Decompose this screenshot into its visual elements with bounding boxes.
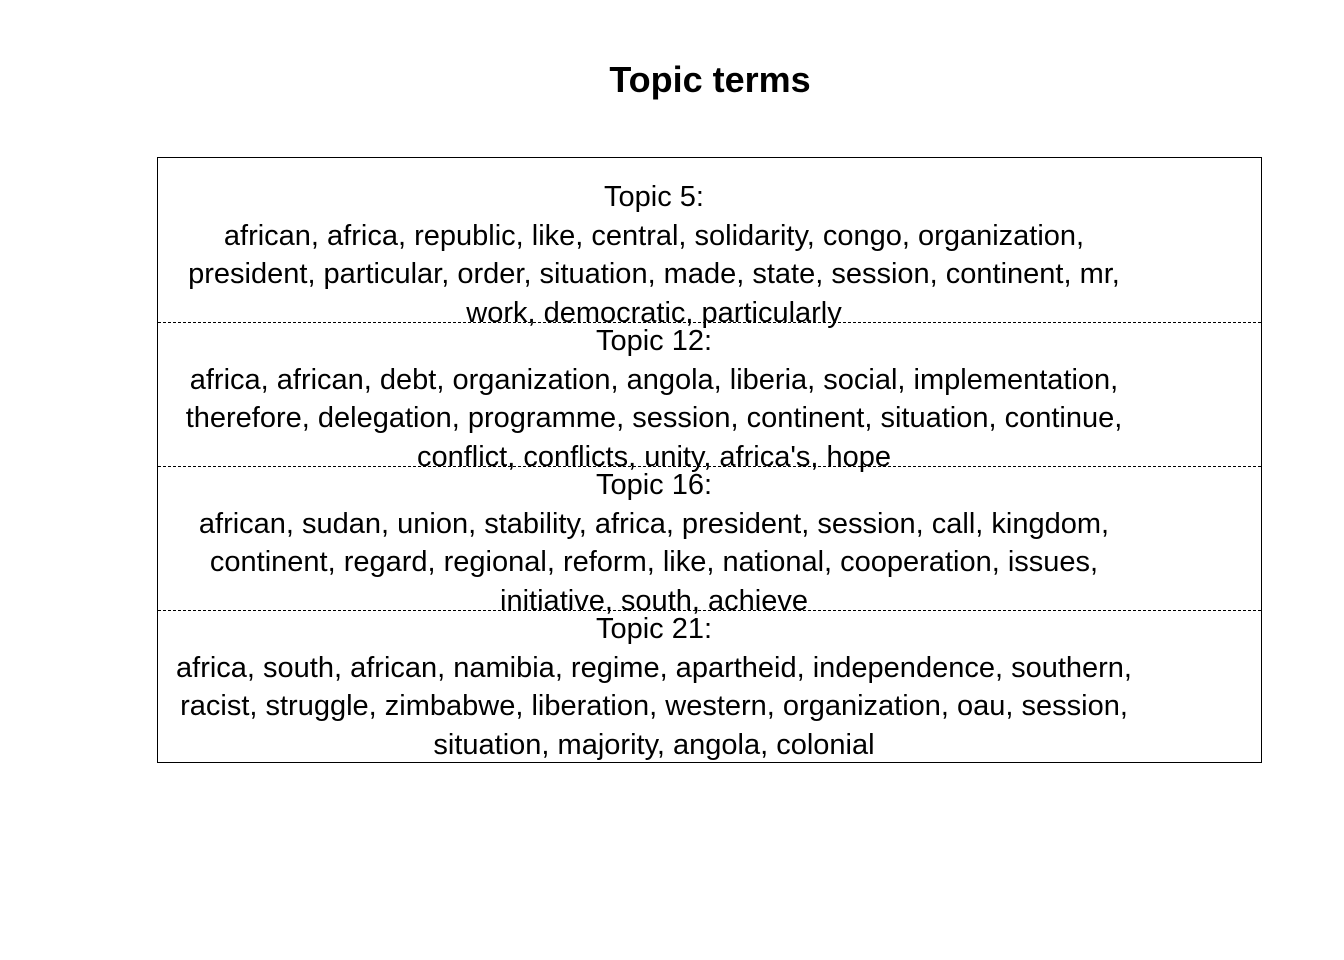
topic-terms-line: initiative, south, achieve: [500, 584, 808, 617]
topic-block: [158, 322, 1261, 482]
topic-label: Topic 21:: [595, 613, 713, 645]
topic-terms-line: work, democratic, particularly: [466, 296, 842, 329]
topic-terms-line: continent, regard, regional, reform, like, national, cooperation, issues,: [209, 546, 1099, 578]
topic-block: [158, 178, 1261, 338]
topic-terms-line: africa, south, african, namibia, regime, apartheid, independence, southern,: [176, 651, 1132, 684]
topic-text: [157, 466, 1210, 620]
topic-terms-line: african, africa, republic, like, central, solidarity, congo, organization,: [223, 219, 1085, 252]
topic-text: [157, 610, 1210, 763]
topic-text: [157, 322, 1210, 476]
topic-label: Topic 16:: [595, 469, 713, 501]
topic-block: [158, 610, 1261, 763]
topic-terms-line: racist, struggle, zimbabwe, liberation, western, organization, oau, session,: [180, 690, 1128, 722]
topic-terms-panel: [157, 157, 1262, 763]
topic-terms-line: therefore, delegation, programme, session, continent, situation, continue,: [185, 402, 1123, 434]
topic-terms-line: african, sudan, union, stability, africa, president, session, call, kingdom,: [198, 507, 1110, 540]
topic-terms-line: conflict, conflicts, unity, africa's, hope: [416, 440, 892, 473]
chart-title: Topic terms: [609, 59, 811, 100]
topic-terms-line: situation, majority, angola, colonial: [433, 728, 875, 761]
topic-block: [158, 466, 1261, 626]
topic-terms-line: africa, african, debt, organization, angola, liberia, social, implementation,: [189, 363, 1119, 396]
topic-label: Topic 12:: [595, 325, 713, 357]
topic-terms-line: president, particular, order, situation, made, state, session, continent, mr,: [188, 258, 1120, 290]
topic-text: [157, 178, 1210, 332]
topic-label: Topic 5:: [604, 181, 704, 213]
